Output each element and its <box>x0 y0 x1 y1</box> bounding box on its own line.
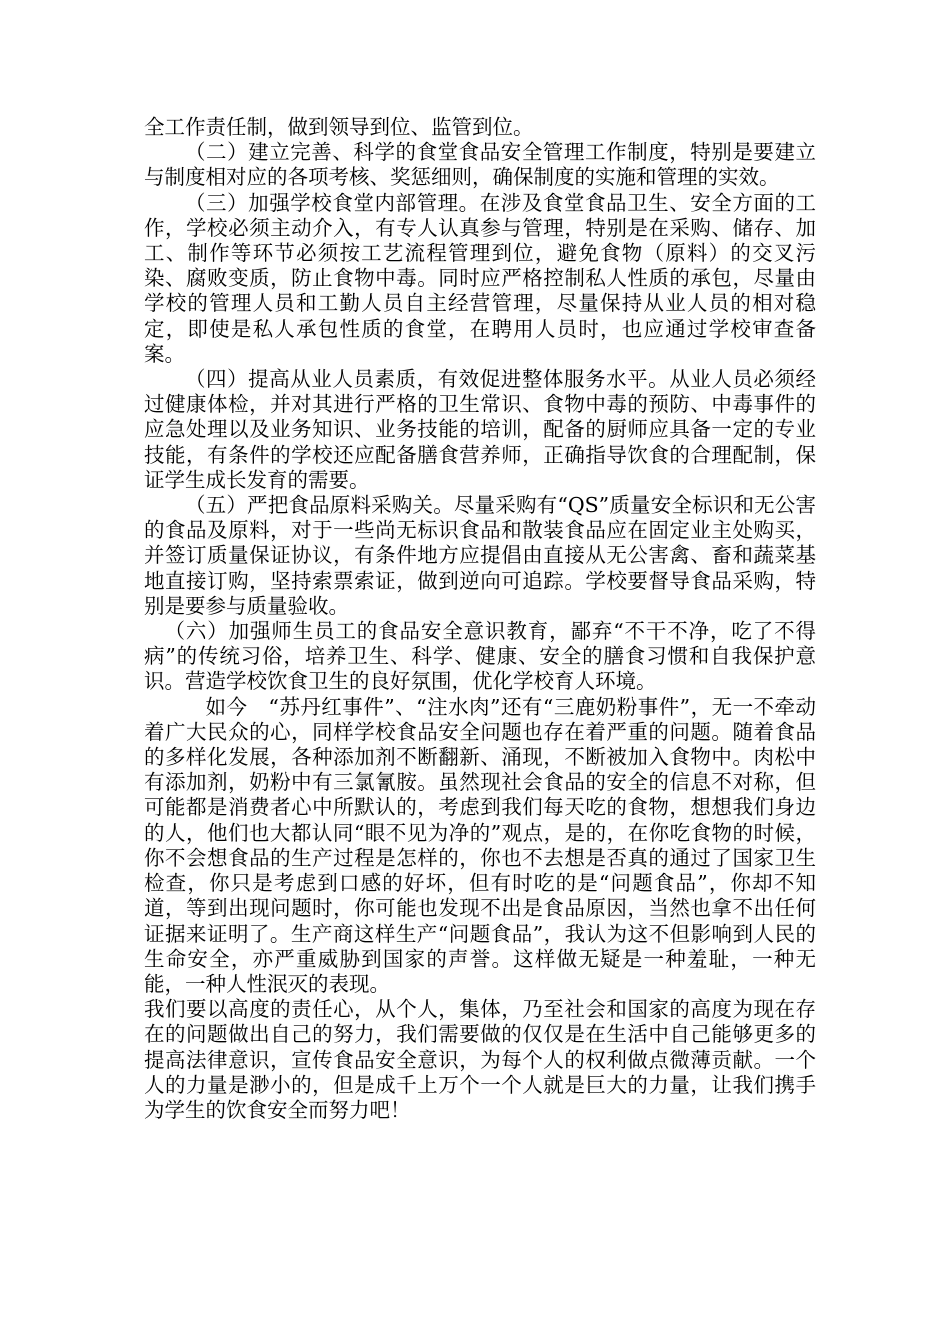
paragraph-point-5: （五）严把食品原料采购关。尽量采购有“QS”质量安全标识和无公害的食品及原料，对于一些尚无标识食品和散装食品应在固定业主处购买，并签订质量保证协议，有条件地方应提倡由直接从无公害禽、畜和蔬菜基地直接订购，坚持索票索证，做到逆向可追踪。学校要督导食品采购，特别是要参与质量验收。 <box>144 493 816 618</box>
document-body <box>144 115 816 1123</box>
paragraph-point-3: （三）加强学校食堂内部管理。在涉及食堂食品卫生、安全方面的工作，学校必须主动介入，有专人认真参与管理，特别是在采购、储存、加工、制作等环节必须按工艺流程管理到位，避免食物（原料）的交叉污染、腐败变质，防止食物中毒。同时应严格控制私人性质的承包，尽量由学校的管理人员和工勤人员自主经营管理，尽量保持从业人员的相对稳定，即使是私人承包性质的食堂，在聘用人员时，也应通过学校审查备案。 <box>144 190 816 366</box>
paragraph-point-4: （四）提高从业人员素质，有效促进整体服务水平。从业人员必须经过健康体检，并对其进行严格的卫生常识、食物中毒的预防、中毒事件的应急处理以及业务知识、业务技能的培训，配备的厨师应具备一定的专业技能，有条件的学校还应配备膳食营养师，正确指导饮食的合理配制，保证学生成长发育的需要。 <box>144 367 816 492</box>
paragraph-food-safety-events: 如今 “苏丹红事件”、“注水肉”还有“三鹿奶粉事件”，无一不牵动着广大民众的心，同样学校食品安全问题也存在着严重的问题。随着食品的多样化发展，各种添加剂不断翻新、涌现，不断被加入食物中。肉松中有添加剂，奶粉中有三氯氰胺。虽然现社会食品的安全的信息不对称，但可能都是消费者心中所默认的，考虑到我们每天吃的食物，想想我们身边的人，他们也大都认同“眼不见为净的”观点，是的，在你吃食物的时候，你不会想食品的生产过程是怎样的，你也不去想是否真的通过了国家卫生检查，你只是考虑到口感的好坏，但有时吃的是“问题食品”，你却不知道，等到出现问题时，你可能也发现不出是食品原因，当然也拿不出任何证据来证明了。生产商这样生产“问题食品”，我认为这不但影响到人民的生命安全，亦严重威胁到国家的声誉。这样做无疑是一种羞耻，一种无能，一种人性泯灭的表现。 <box>144 694 816 996</box>
paragraph-conclusion: 我们要以高度的责任心，从个人，集体，乃至社会和国家的高度为现在存在的问题做出自己的努力，我们需要做的仅仅是在生活中自己能够更多的提高法律意识，宣传食品安全意识，为每个人的权利做点微薄贡献。一个人的力量是渺小的，但是成千上万个一个人就是巨大的力量，让我们携手为学生的饮食安全而努力吧！ <box>144 997 816 1122</box>
paragraph-point-2: （二）建立完善、科学的食堂食品安全管理工作制度，特别是要建立与制度相对应的各项考核、奖惩细则，确保制度的实施和管理的实效。 <box>144 140 816 190</box>
paragraph-point-6: （六）加强师生员工的食品安全意识教育，鄙弃“不干不净，吃了不得病”的传统习俗，培养卫生、科学、健康、安全的膳食习惯和自我保护意识。营造学校饮食卫生的良好氛围，优化学校育人环境。 <box>144 619 816 694</box>
paragraph-responsibility-system: 全工作责任制，做到领导到位、监管到位。 <box>144 115 534 139</box>
